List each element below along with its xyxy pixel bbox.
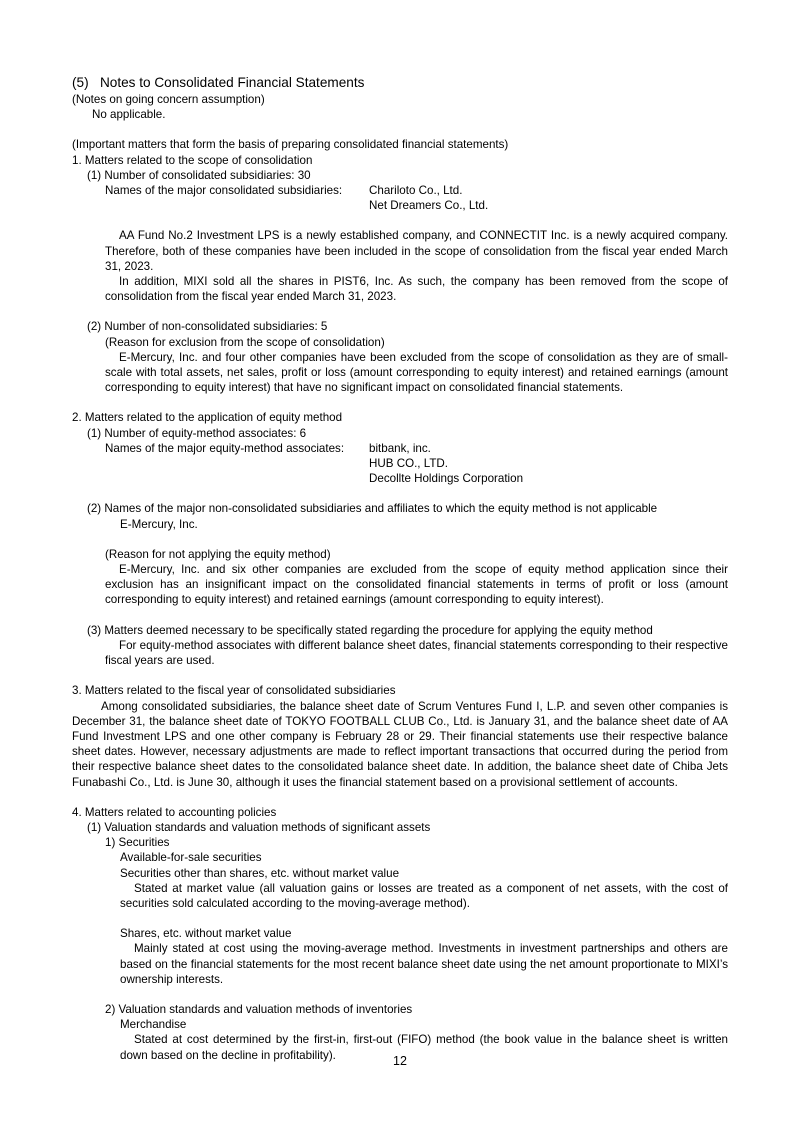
s1-p1-heading: (1) Number of consolidated subsidiaries: 30 — [87, 168, 311, 182]
s4-shares-text: Mainly stated at cost using the moving-average method. Investments in investment partnerships and others are based on the financial statements for the most recent balance sheet date using the net amount proportionate to MIXI’s ownership interests. — [120, 942, 728, 986]
page-number: 12 — [393, 1054, 407, 1068]
s2-p3-text: For equity-method associates with different balance sheet dates, financial statements corresponding to their respective fiscal years are used. — [105, 638, 728, 668]
s1-names-list — [369, 183, 728, 213]
associate-name: bitbank, inc. — [369, 441, 431, 455]
s3-heading: 3. Matters related to the fiscal year of consolidated subsidiaries — [72, 684, 396, 698]
s2-heading: 2. Matters related to the application of equity method — [72, 411, 343, 425]
s2-p2-name: E-Mercury, Inc. — [120, 517, 198, 531]
important-matters-heading: (Important matters that form the basis of preparing consolidated financial statements) — [72, 138, 509, 152]
associate-name: HUB CO., LTD. — [369, 457, 449, 471]
s1-p2-reason: E-Mercury, Inc. and four other companies have been excluded from the scope of consolidation as they are of small-scale with total assets, net sales, profit or loss (amount corresponding to equity interest) and retained earnings (amount corresponding to equity interest) that have no significant impact on consolidated financial statements. — [105, 350, 728, 395]
s1-paragraph: AA Fund No.2 Investment LPS is a newly established company, and CONNECTIT Inc. is a newly acquired company. Therefore, both of these companies have been included in the scope of consolidation from the fiscal year ended March 31, 2023. — [105, 229, 728, 273]
s4-merchandise-text: Stated at cost determined by the first-in, first-out (FIFO) method (the book value in the balance sheet is written down based on the decline in profitability). — [120, 1033, 728, 1062]
s1-names-row — [105, 183, 728, 213]
going-concern-heading: (Notes on going concern assumption) — [72, 93, 265, 106]
s2-p2-reason-heading: (Reason for not applying the equity method) — [105, 547, 331, 561]
subsidiary-name: Chariloto Co., Ltd. — [369, 184, 463, 198]
s2-names-row — [105, 441, 728, 487]
s2-p2-reason: E-Mercury, Inc. and six other companies are excluded from the scope of equity method application since their exclusion has an insignificant impact on the consolidated financial statements in terms of profit or loss (amount corresponding to equity interest) and retained earnings (amount corresponding to equity interest). — [105, 563, 728, 607]
section-title: (5) Notes to Consolidated Financial Statements — [72, 75, 365, 90]
going-concern-text: No applicable. — [92, 108, 166, 122]
s4-heading: 4. Matters related to accounting policies — [72, 805, 277, 819]
s4-other-heading: Securities other than shares, etc. without market value — [120, 866, 400, 880]
s4-shares-heading: Shares, etc. without market value — [120, 927, 292, 941]
s3-text: Among consolidated subsidiaries, the balance sheet date of Scrum Ventures Fund I, L.P. and seven other companies is December 31, the balance sheet date of TOKYO FOOTBALL CLUB Co., Ltd. is January 31, and the balance sheet date of AA Fund Investment LPS and one other company is February 28 or 29. Their financial statements use their respective balance sheet dates. However, necessary adjustments are made to reflect important transactions that occurred during the period from their respective balance sheet dates to the consolidated balance sheet date. In addition, the balance sheet date of Chiba Jets Funabashi Co., Ltd. is June 30, although it uses the financial statement based on a provisional settlement of accounts. — [72, 699, 728, 789]
s2-p3-heading: (3) Matters deemed necessary to be specifically stated regarding the procedure for applying the equity method — [87, 623, 653, 637]
s2-p1-heading: (1) Number of equity-method associates: 6 — [87, 426, 307, 440]
s1-heading: 1. Matters related to the scope of consolidation — [72, 153, 313, 167]
s2-names-list — [369, 441, 728, 487]
s2-p2-heading: (2) Names of the major non-consolidated subsidiaries and affiliates to which the equity method is not applicable — [87, 502, 658, 516]
s2-names-label: Names of the major equity-method associates: — [105, 441, 345, 455]
s4-inventories-heading: 2) Valuation standards and valuation methods of inventories — [105, 1002, 413, 1016]
s4-p1-heading: (1) Valuation standards and valuation methods of significant assets — [87, 820, 431, 834]
s4-merchandise-heading: Merchandise — [120, 1018, 187, 1032]
s1-paragraph: In addition, MIXI sold all the shares in PIST6, Inc. As such, the company has been removed from the scope of consolidation from the fiscal year ended March 31, 2023. — [105, 275, 728, 304]
s1-p2-reason-heading: (Reason for exclusion from the scope of consolidation) — [105, 335, 385, 349]
s4-afs-heading: Available-for-sale securities — [120, 851, 262, 865]
s1-names-label: Names of the major consolidated subsidiaries: — [105, 184, 343, 198]
s1-p2-heading: (2) Number of non-consolidated subsidiaries: 5 — [87, 320, 328, 334]
s4-other-text: Stated at market value (all valuation gains or losses are treated as a component of net assets, with the cost of securities sold calculated according to the moving-average method). — [120, 881, 728, 910]
s4-securities-heading: 1) Securities — [105, 836, 170, 850]
associate-name: Decollte Holdings Corporation — [369, 472, 524, 486]
subsidiary-name: Net Dreamers Co., Ltd. — [369, 199, 489, 213]
document-page — [72, 74, 728, 1063]
